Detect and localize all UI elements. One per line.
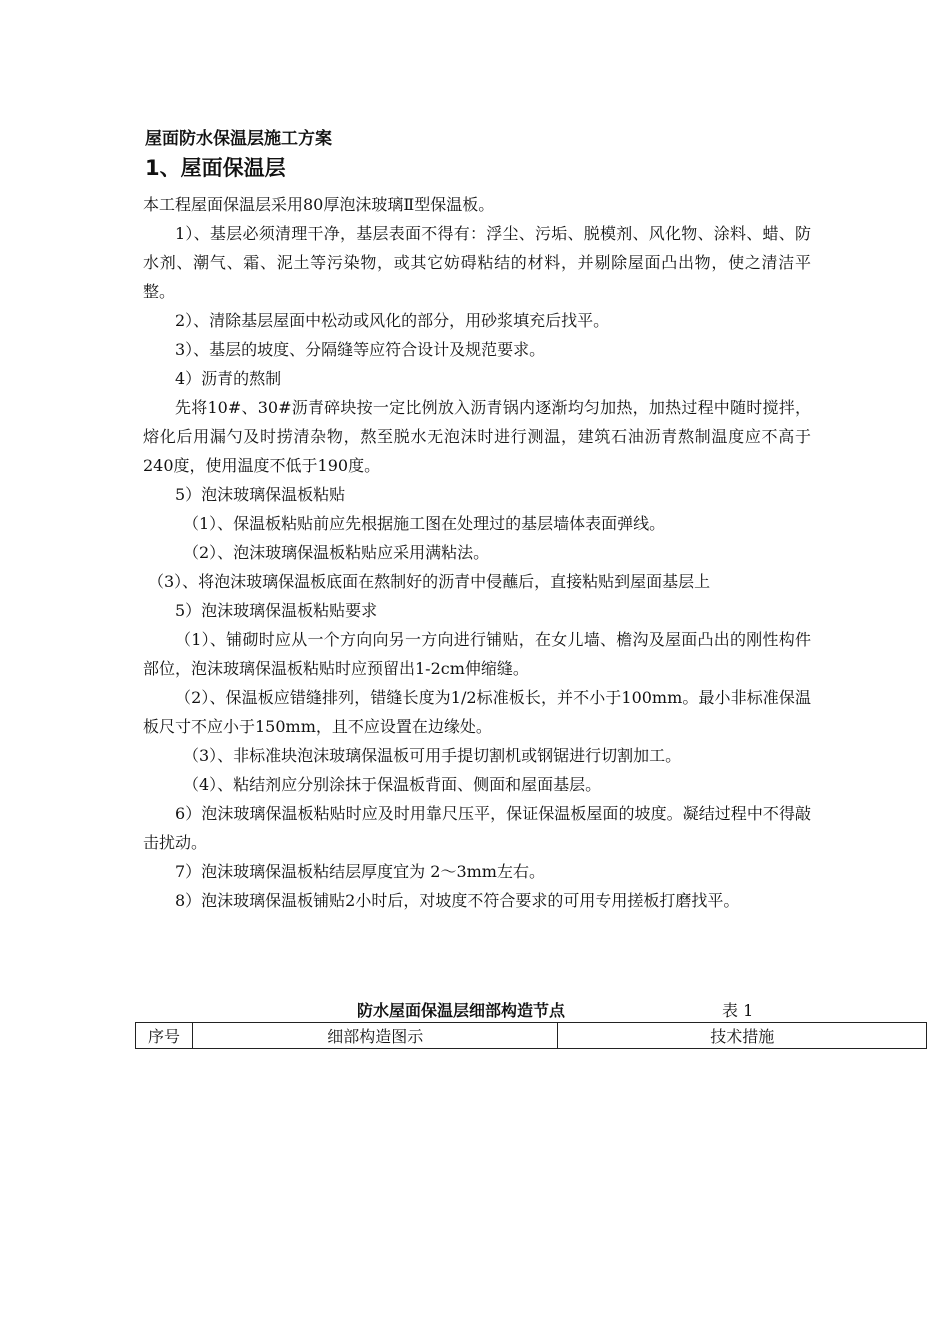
paragraph: （4）、粘结剂应分别涂抹于保温板背面、侧面和屋面基层。 xyxy=(183,775,602,794)
table-caption-title: 防水屋面保温层细部构造节点 xyxy=(357,1001,566,1020)
paragraph: 先将10#、30#沥青碎块按一定比例放入沥青锅内逐渐均匀加热，加热过程中随时搅拌，熔化后用漏勺及时捞清杂物，熬至脱水无泡沫时进行测温，建筑石油沥青熬制温度应不高于240度，使用温度不低于190度。 xyxy=(143,398,811,475)
paragraph: （2）、泡沫玻璃保温板粘贴应采用满粘法。 xyxy=(183,543,490,562)
paragraph: （3）、将泡沫玻璃保温板底面在熬制好的沥青中侵蘸后，直接粘贴到屋面基层上 xyxy=(148,572,711,591)
paragraph: 7）泡沫玻璃保温板粘结层厚度宜为 2～3mm左右。 xyxy=(175,862,545,881)
paragraph: 4）沥青的熬制 xyxy=(175,369,282,388)
section-heading: 1、屋面保温层 xyxy=(145,156,286,180)
paragraph: （1）、保温板粘贴前应先根据施工图在处理过的基层墙体表面弹线。 xyxy=(183,514,666,533)
paragraph: （2）、保温板应错缝排列，错缝长度为1/2标准板长，并不小于100mm。最小非标准保温板尺寸不应小于150mm，且不应设置在边缘处。 xyxy=(143,688,811,736)
document-body xyxy=(143,190,811,915)
document-title: 屋面防水保温层施工方案 xyxy=(145,129,332,149)
table-caption xyxy=(135,998,927,1022)
paragraph: 本工程屋面保温层采用80厚泡沫玻璃Ⅱ型保温板。 xyxy=(143,195,495,214)
paragraph: 3）、基层的坡度、分隔缝等应符合设计及规范要求。 xyxy=(175,340,546,359)
table-caption-number: 表 1 xyxy=(722,1001,754,1020)
column-header-measures: 技术措施 xyxy=(558,1023,927,1049)
detail-table xyxy=(135,1022,927,1049)
column-header-diagram: 细部构造图示 xyxy=(192,1023,558,1049)
paragraph: （1）、铺砌时应从一个方向向另一方向进行铺贴，在女儿墙、檐沟及屋面凸出的刚性构件部位，泡沫玻璃保温板粘贴时应预留出1-2cm伸缩缝。 xyxy=(143,630,811,678)
paragraph: 5）泡沫玻璃保温板粘贴 xyxy=(175,485,346,504)
paragraph: 1）、基层必须清理干净，基层表面不得有：浮尘、污垢、脱模剂、风化物、涂料、蜡、防水剂、潮气、霜、泥土等污染物，或其它妨碍粘结的材料，并剔除屋面凸出物，使之清洁平整。 xyxy=(143,224,811,301)
paragraph: 5）泡沫玻璃保温板粘贴要求 xyxy=(175,601,378,620)
paragraph: 2）、清除基层屋面中松动或风化的部分，用砂浆填充后找平。 xyxy=(175,311,610,330)
paragraph: （3）、非标准块泡沫玻璃保温板可用手提切割机或钢锯进行切割加工。 xyxy=(183,746,682,765)
paragraph: 8）泡沫玻璃保温板铺贴2小时后，对坡度不符合要求的可用专用搓板打磨找平。 xyxy=(175,891,740,910)
paragraph: 6）泡沫玻璃保温板粘贴时应及时用靠尺压平，保证保温板屋面的坡度。凝结过程中不得敲击扰动。 xyxy=(143,804,811,852)
table-header-row xyxy=(136,1023,927,1049)
column-header-index: 序号 xyxy=(136,1023,193,1049)
